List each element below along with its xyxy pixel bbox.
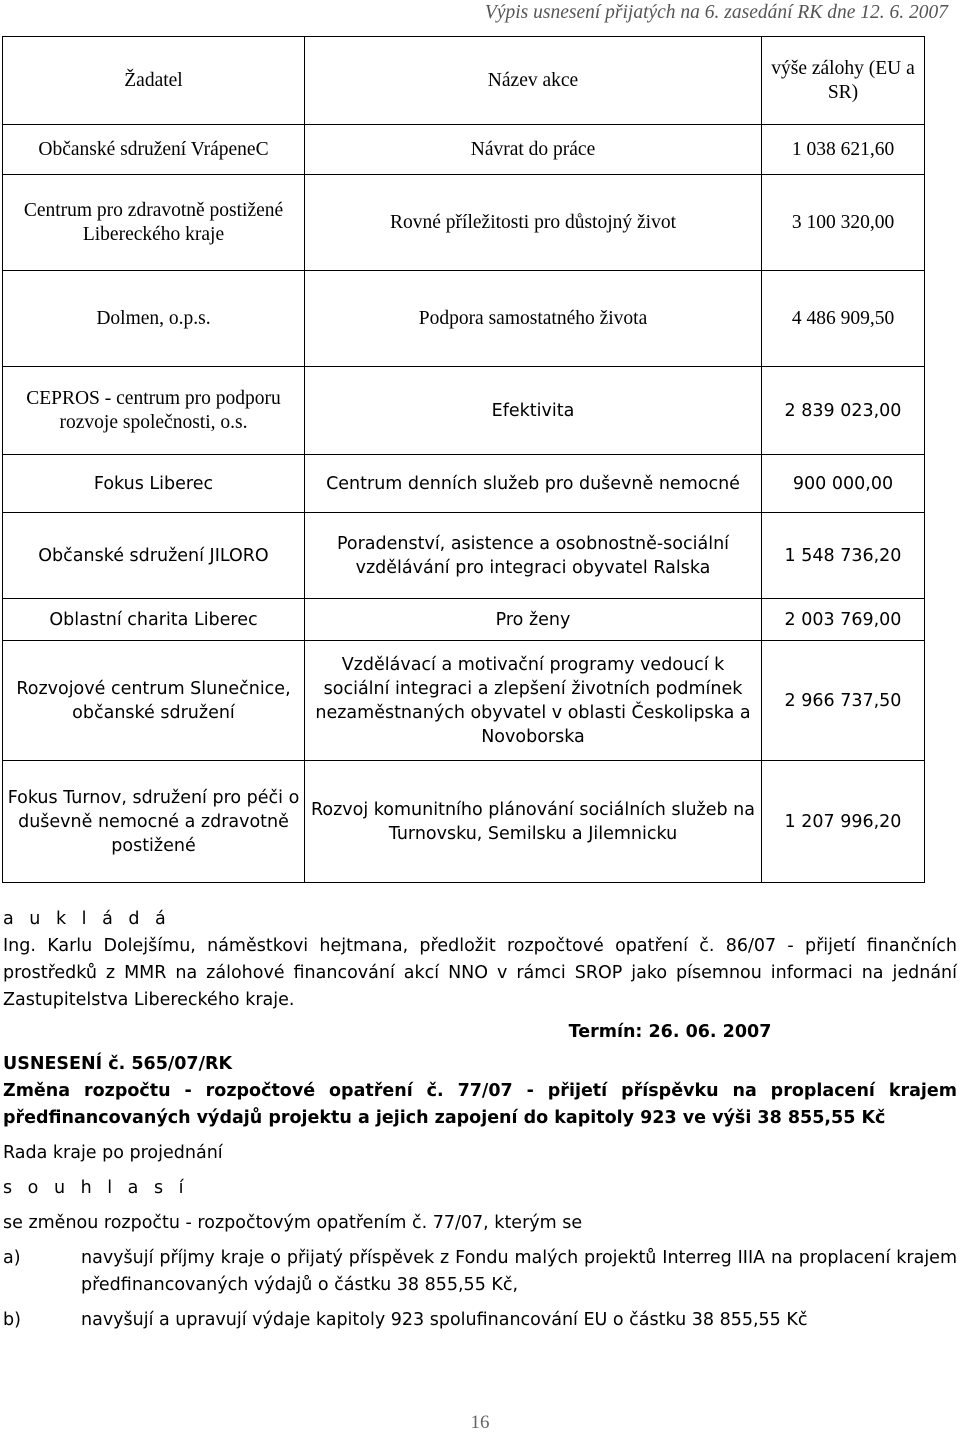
cell-applicant: Rozvojové centrum Slunečnice, občanské sdružení <box>3 641 305 761</box>
grants-table <box>2 36 925 883</box>
table-row <box>3 271 925 367</box>
table-row <box>3 761 925 883</box>
table-row <box>3 641 925 761</box>
cell-amount: 4 486 909,50 <box>762 271 925 367</box>
cell-applicant: Občanské sdružení JILORO <box>3 513 305 599</box>
cell-project: Návrat do práce <box>305 125 762 175</box>
table-row <box>3 455 925 513</box>
cell-project: Podpora samostatného života <box>305 271 762 367</box>
list-item <box>3 1245 957 1299</box>
page-header: Výpis usnesení přijatých na 6. zasedání RK dne 12. 6. 2007 <box>484 2 948 23</box>
deadline: Termín: 26. 06. 2007 <box>568 1022 772 1042</box>
table-row <box>3 599 925 641</box>
resolution-number: USNESENÍ č. 565/07/RK <box>3 1054 233 1074</box>
cell-applicant: Oblastní charita Liberec <box>3 599 305 641</box>
list-text: navyšují příjmy kraje o přijatý příspěvek z Fondu malých projektů Interreg IIIA na proplacení krajem předfinancovaných výdajů o částku 38 855,55 Kč, <box>81 1248 957 1295</box>
resolution-text <box>3 906 957 1334</box>
souhlasi-paragraph: se změnou rozpočtu - rozpočtovým opatřením č. 77/07, kterým se <box>3 1213 583 1233</box>
cell-amount: 2 839 023,00 <box>762 367 925 455</box>
cell-applicant: Centrum pro zdravotně postižené Libereckého kraje <box>3 175 305 271</box>
header-cell-applicant: Žadatel <box>3 37 305 125</box>
cell-amount: 1 038 621,60 <box>762 125 925 175</box>
page-number: 16 <box>470 1412 490 1433</box>
table-row <box>3 513 925 599</box>
cell-project: Vzdělávací a motivační programy vedoucí k sociální integraci a zlepšení životních podmínek nezaměstnaných obyvatel v oblasti Českolipska a Novoborska <box>305 641 762 761</box>
cell-project: Centrum denních služeb pro duševně nemocné <box>305 455 762 513</box>
list-marker: a) <box>3 1248 21 1268</box>
cell-amount: 1 548 736,20 <box>762 513 925 599</box>
souhlasi-heading: s o u h l a s í <box>3 1178 189 1198</box>
table-row <box>3 367 925 455</box>
cell-project: Poradenství, asistence a osobnostně-sociální vzdělávání pro integraci obyvatel Ralska <box>305 513 762 599</box>
header-cell-amount: výše zálohy (EU a SR) <box>762 37 925 125</box>
cell-amount: 900 000,00 <box>762 455 925 513</box>
cell-applicant: Dolmen, o.p.s. <box>3 271 305 367</box>
cell-applicant: Občanské sdružení VrápeneC <box>3 125 305 175</box>
cell-project: Efektivita <box>305 367 762 455</box>
cell-amount: 2 003 769,00 <box>762 599 925 641</box>
table-row <box>3 125 925 175</box>
table-row <box>3 175 925 271</box>
council-intro: Rada kraje po projednání <box>3 1143 223 1163</box>
list-text: navyšují a upravují výdaje kapitoly 923 spolufinancování EU o částku 38 855,55 Kč <box>81 1310 808 1330</box>
list-marker: b) <box>3 1310 21 1330</box>
cell-project: Rovné příležitosti pro důstojný život <box>305 175 762 271</box>
cell-amount: 1 207 996,20 <box>762 761 925 883</box>
cell-applicant: CEPROS - centrum pro podporu rozvoje společnosti, o.s. <box>3 367 305 455</box>
cell-applicant: Fokus Liberec <box>3 455 305 513</box>
list-item <box>3 1307 957 1334</box>
cell-amount: 2 966 737,50 <box>762 641 925 761</box>
uklada-paragraph: Ing. Karlu Dolejšímu, náměstkovi hejtmana, předložit rozpočtové opatření č. 86/07 - přijetí finančních prostředků z MMR na zálohové financování akcí NNO v rámci SROP jako písemnou informaci na jednání Zastupitelstva Libereckého kraje. <box>3 936 957 1010</box>
uklada-heading: a u k l á d á <box>3 909 171 929</box>
resolution-subject: Změna rozpočtu - rozpočtové opatření č. 77/07 - přijetí příspěvku na proplacení krajem předfinancovaných výdajů projektu a jejich zapojení do kapitoly 923 ve výši 38 855,55 Kč <box>3 1081 957 1128</box>
cell-project: Rozvoj komunitního plánování sociálních služeb na Turnovsku, Semilsku a Jilemnicku <box>305 761 762 883</box>
header-cell-project: Název akce <box>305 37 762 125</box>
table-header-row <box>3 37 925 125</box>
cell-project: Pro ženy <box>305 599 762 641</box>
cell-amount: 3 100 320,00 <box>762 175 925 271</box>
cell-applicant: Fokus Turnov, sdružení pro péči o duševně nemocné a zdravotně postižené <box>3 761 305 883</box>
